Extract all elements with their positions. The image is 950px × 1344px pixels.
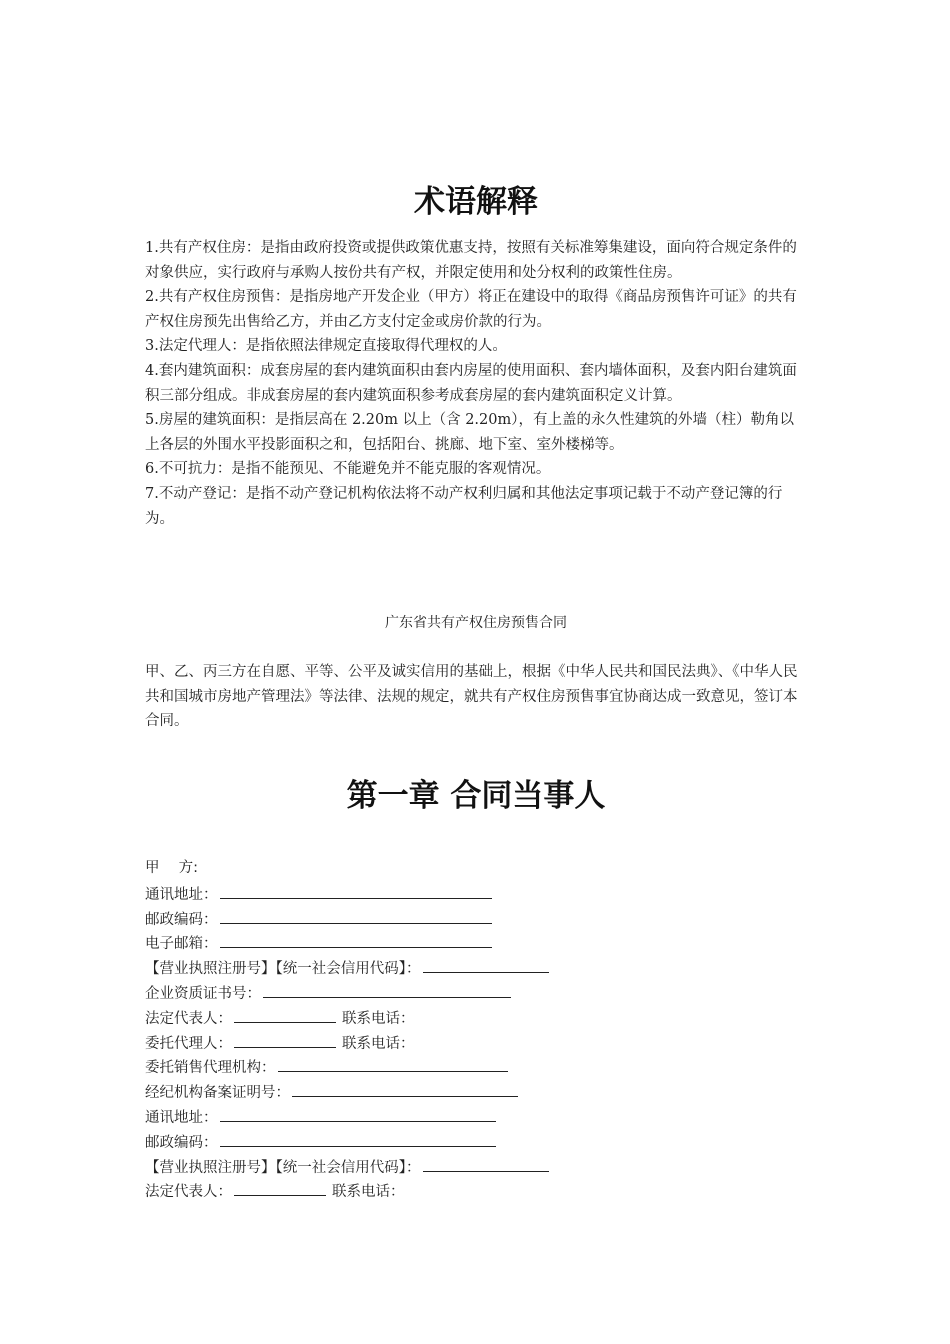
term-item-6: 6.不可抗力：是指不能预见、不能避免并不能克服的客观情况。: [145, 461, 551, 478]
preamble: [145, 660, 807, 734]
rep-phone-label: 联系电话：: [342, 1010, 415, 1027]
sales-agency-field[interactable]: [278, 1054, 508, 1072]
legal-rep-label: 法定代表人：: [145, 1010, 232, 1027]
postcode-row: [145, 906, 807, 931]
agency-legal-rep-row: [145, 1178, 807, 1203]
chapter-heading: 第一章 合同当事人: [346, 778, 606, 814]
terms-list: [145, 236, 807, 531]
terms-heading: 术语解释: [414, 184, 538, 220]
agent-row: [145, 1030, 807, 1055]
agency-legal-rep-field[interactable]: [234, 1178, 326, 1196]
agency-license-field[interactable]: [423, 1154, 549, 1172]
email-row: [145, 930, 807, 955]
address-label: 通讯地址：: [145, 886, 218, 903]
party-a-label: 甲 方:: [145, 860, 198, 876]
sales-agency-row: [145, 1054, 807, 1079]
term-item-5: 5.房屋的建筑面积：是指层高在 2.20m 以上（含 2.20m），有上盖的永久性建筑的外墙（柱）勒角以上各层的外围水平投影面积之和，包括阳台、挑廊、地下室、室外楼梯等。: [145, 412, 794, 453]
agency-record-label: 经纪机构备案证明号：: [145, 1085, 290, 1102]
agent-label: 委托代理人：: [145, 1035, 232, 1052]
legal-rep-field[interactable]: [234, 1005, 336, 1023]
email-field[interactable]: [220, 930, 492, 948]
license-label: 【营业执照注册号】【统一社会信用代码】：: [145, 961, 421, 978]
address-field[interactable]: [220, 881, 492, 899]
agency-postcode-field[interactable]: [220, 1129, 496, 1147]
contract-title: 广东省共有产权住房预售合同: [385, 615, 567, 631]
party-a-label-row: [145, 856, 807, 881]
term-item-1: 1.共有产权住房：是指由政府投资或提供政策优惠支持，按照有关标准筹集建设，面向符合规定条件的对象供应，实行政府与承购人按份共有产权，并限定使用和处分权利的政策性住房。: [145, 240, 797, 281]
agent-phone-label: 联系电话：: [342, 1035, 415, 1052]
qualification-label: 企业资质证书号：: [145, 985, 261, 1002]
legal-rep-row: [145, 1005, 807, 1030]
agency-address-label: 通讯地址：: [145, 1109, 218, 1126]
email-label: 电子邮箱：: [145, 936, 218, 953]
agency-record-field[interactable]: [292, 1079, 518, 1097]
agency-license-label: 【营业执照注册号】【统一社会信用代码】：: [145, 1159, 421, 1176]
agency-rep-phone-label: 联系电话：: [332, 1184, 405, 1201]
qualification-field[interactable]: [263, 980, 511, 998]
agency-record-row: [145, 1079, 807, 1104]
address-row: [145, 881, 807, 906]
term-item-2: 2.共有产权住房预售：是指房地产开发企业（甲方）将正在建设中的取得《商品房预售许可证》的共有产权住房预先出售给乙方，并由乙方支付定金或房价款的行为。: [145, 289, 797, 330]
term-item-4: 4.套内建筑面积：成套房屋的套内建筑面积由套内房屋的使用面积、套内墙体面积，及套内阳台建筑面积三部分组成。非成套房屋的套内建筑面积参考成套房屋的套内建筑面积定义计算。: [145, 362, 797, 404]
agent-field[interactable]: [234, 1030, 336, 1048]
postcode-field[interactable]: [220, 906, 492, 924]
agency-address-field[interactable]: [220, 1104, 496, 1122]
term-item-7: 7.不动产登记：是指不动产登记机构依法将不动产权利归属和其他法定事项记载于不动产登记簿的行为。: [145, 485, 783, 527]
agency-postcode-row: [145, 1129, 807, 1154]
agency-address-row: [145, 1104, 807, 1129]
license-row: [145, 955, 807, 980]
agency-license-row: [145, 1154, 807, 1179]
agency-postcode-label: 邮政编码：: [145, 1134, 218, 1151]
license-field[interactable]: [423, 955, 549, 973]
party-a-fields: [145, 856, 807, 1203]
sales-agency-label: 委托销售代理机构：: [145, 1060, 276, 1077]
term-item-3: 3.法定代理人：是指依照法律规定直接取得代理权的人。: [145, 338, 507, 355]
qualification-row: [145, 980, 807, 1005]
agency-legal-rep-label: 法定代表人：: [145, 1184, 232, 1201]
preamble-text: 甲、乙、丙三方在自愿、平等、公平及诚实信用的基础上，根据《中华人民共和国民法典》、《中华人民共和国城市房地产管理法》等法律、法规的规定，就共有产权住房预售事宜协商达成一致意见，签订本合同。: [145, 664, 798, 730]
postcode-label: 邮政编码：: [145, 911, 218, 928]
